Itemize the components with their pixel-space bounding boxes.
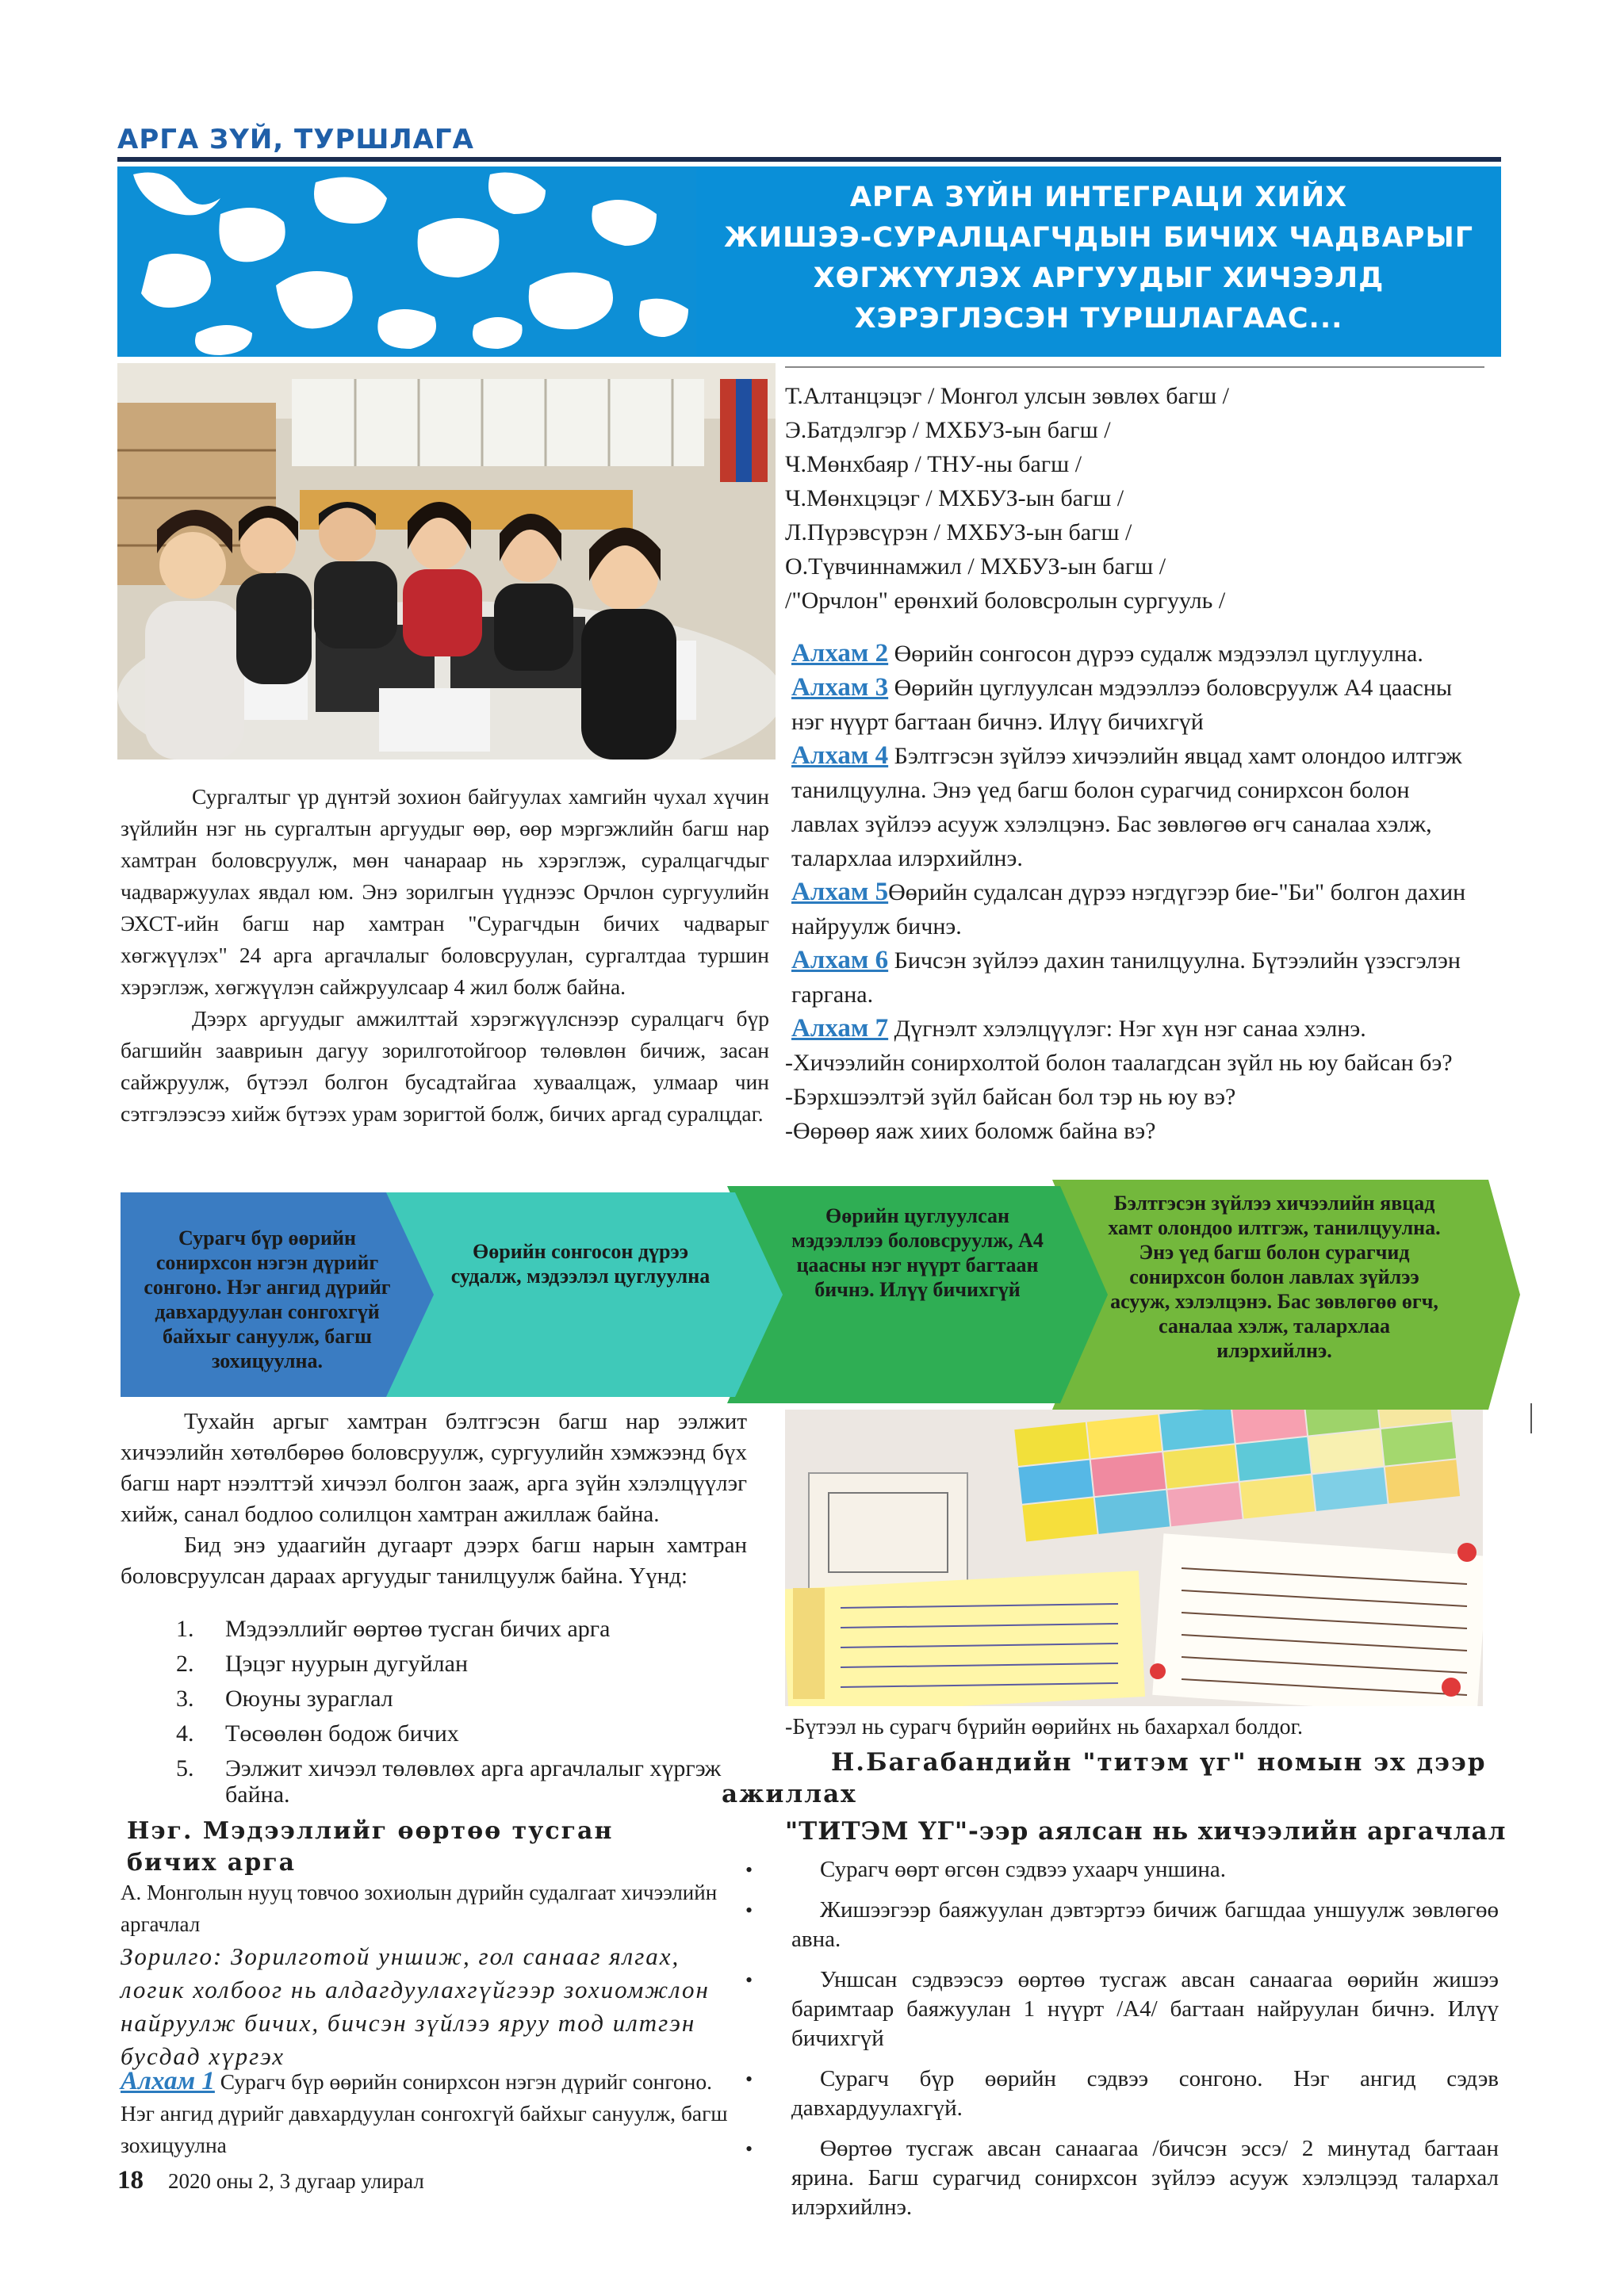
method-goal: Зорилго: Зорилготой уншиж, гол санааг ялгах, логик холбоог нь алдагдуулахгүйгээр зохиомжлон найруулж бичих, бичсэн зүйлээ яруу тод илтгэн бусдад хүргэх <box>121 1942 710 2070</box>
author-line: Ч.Мөнхбаяр / ТНУ-ны багш / <box>785 451 1082 477</box>
list-number: 4. <box>176 1720 194 1747</box>
title-line: АРГА ЗҮЙН ИНТЕГРАЦИ ХИЙХ <box>849 182 1348 213</box>
section-heading: Н.Багабандийн "титэм үг" номын эх дээр <box>831 1748 1487 1777</box>
process-step-4-text: Бэлтгэсэн зүйлээ хичээлийн явцад хамт олондоо илтгэж, танилцуулна. Энэ үед багш болон сурагчид сонирхсон болон лавлах зүйлээ асууж, хэлэлцэнэ. Бас зөвлөгөө өгч, саналаа хэлж, талархлаа илэрхийлнэ. <box>1108 1192 1441 1362</box>
list-text: Цэцэг нуурын дугуйлан <box>225 1651 469 1677</box>
list-item <box>176 1716 747 1751</box>
bullet-text: Сурагч бүр өөрийн сэдвээ сонгоно. Нэг ангид сэдэв давхардуулахгүй. <box>791 2066 1499 2121</box>
bullet-icon: • <box>745 2137 753 2160</box>
step-4 <box>785 739 1483 875</box>
step-7-link[interactable]: Алхам 7 <box>791 1014 889 1043</box>
step-1 <box>121 2065 747 2161</box>
list-item <box>176 1751 747 1808</box>
title-line: ЖИШЭЭ-СУРАЛЦАГЧДЫН БИЧИХ ЧАДВАРЫГ <box>723 222 1474 254</box>
method-list <box>176 1612 747 1808</box>
process-arrow-2 <box>378 1192 783 1397</box>
question-2: -Бэрхшээлтэй зүйл байсан бол тэр нь юу вэ? <box>785 1084 1236 1110</box>
step-5-text: Өөрийн судалсан дүрээ нэгдүгээр бие-"Би" болгон дахин найруулж бичнэ. <box>791 879 1466 939</box>
step-7 <box>785 1012 1483 1046</box>
bullet-icon: • <box>745 1899 753 1922</box>
title-banner <box>117 166 1501 357</box>
bullet-text: Уншсан сэдвээсээ өөртөө тусгаж авсан санаагаа өөрийн жишээ баримтаар баяжуулан 1 нүүрт /А4/ багтаан найруулан бичнэ. Илүү бичихгүй <box>791 1967 1499 2051</box>
method-subtitle: А. Монголын нууц товчоо зохиолын дүрийн судалгаат хичээлийн аргачлал <box>121 1881 718 1936</box>
intro-paragraph: Сургалтыг үр дүнтэй зохион байгуулах хамгийн чухал хүчин зүйлийн нэг нь сургалтын аргуудыг өөр, өөр мэргэжлийн багш нар хамтран боловсруулж, мөн чанараар нь хэрэглэж, суралцагчдыг чадваржуулах явдал юм. Энэ зорилгын үүднээс Орчлон сургуулийн ЭХСТ-ийн багш нар хамтран "Сурагчдын бичих чадварыг хөгжүүлэх" 24 арга аргачлалыг боловсруулан, сургалтдаа туршин хэрэглэж, хөгжүүлэн сайжруулсаар 4 жил болж байна. <box>121 784 769 999</box>
student-work-photo <box>785 1410 1483 1706</box>
header-rule <box>117 157 1501 162</box>
method-paragraph: Тухайн аргыг хамтран бэлтгэсэн багш нар ээлжит хичээлийн хөтөлбөрөө боловсруулж, сургуулийн хэмжээнд бүх багш нарт нээлттэй хичээл болгон зааж, арга зүйн хэлэлцүүлэг хийж, санал бодлоо солилцон хамтран ажиллаж байна. <box>121 1409 747 1527</box>
step-4-text: Бэлтгэсэн зүйлээ хичээлийн явцад хамт олондоо илтгэж танилцуулна. Энэ үед багш болон сурагчид сонирхсон болон лавлах зүйлээ асууж хэлэлцэнэ. Бас зөвлөгөө өгч саналаа хэлж, талархлаа илэрхийлнэ. <box>791 743 1462 871</box>
method-intro <box>121 1406 747 1592</box>
step-6-link[interactable]: Алхам 6 <box>791 946 889 974</box>
bullet-text: Жишээгээр баяжуулан дэвтэртээ бичиж багшдаа уншуулж зөвлөгөө авна. <box>791 1897 1499 1952</box>
step-6-text: Бичсэн зүйлээ дахин танилцуулна. Бүтээлийн үзэсгэлэн гаргана. <box>791 947 1461 1008</box>
author-line: Э.Батдэлгэр / МХБУЗ-ын багш / <box>785 417 1111 443</box>
team-photo <box>117 363 776 760</box>
step-6 <box>785 943 1483 1012</box>
section-subheading: "ТИТЭМ ҮГ"-ээр аялсан нь хичээлийн аргачлал <box>785 1817 1507 1846</box>
step-3-link[interactable]: Алхам 3 <box>791 673 889 702</box>
bullet-item <box>745 1855 1499 1885</box>
method-paragraph: Бид энэ удаагийн дугаарт дээрх багш нарын хамтран боловсруулсан дараах аргуудыг танилцуулж байна. Үүнд: <box>121 1533 747 1589</box>
bullet-icon: • <box>745 2068 753 2091</box>
author-list <box>785 379 1229 618</box>
step-1-link[interactable]: Алхам 1 <box>121 2067 215 2095</box>
margin-mark <box>1530 1403 1532 1433</box>
intro-paragraph: Дээрх аргуудыг амжилттай хэрэгжүүлснээр суралцагч бүр багшийн заавриын дагуу зорилготойгоор төлөвлөн бичиж, засан сайжруулж, бүтээл болгон бусадтайгаа хуваалцаж, улмаар чин сэтгэлээсээ хийж бүтээх урам зоригтой болж, бичих аргад суралцдаг. <box>121 1006 769 1126</box>
photo-caption: -Бүтээл нь сурагч бүрийн өөрийнх нь бахархал болдог. <box>785 1715 1303 1739</box>
process-diagram <box>121 1180 1520 1410</box>
issue-label: 2020 оны 2, 3 дугаар улирал <box>168 2169 424 2193</box>
bullet-list <box>745 1855 1499 2233</box>
authors-rule <box>785 366 1484 368</box>
page-number: 18 <box>117 2166 144 2195</box>
author-line: Ч.Мөнхцэцэг / МХБУЗ-ын багш / <box>785 485 1124 511</box>
step-3 <box>785 671 1483 739</box>
author-line: Т.Алтанцэцэг / Монгол улсын зөвлөх багш / <box>785 383 1230 409</box>
list-number: 1. <box>176 1616 194 1642</box>
list-item <box>176 1682 747 1716</box>
method-heading: Нэг. Мэдээллийг өөртөө тусган бичих арга <box>127 1817 614 1877</box>
list-text: Төсөөлөн бодож бичих <box>225 1720 459 1747</box>
question-3: -Өөрөөр яаж хиих боломж байна вэ? <box>785 1118 1156 1144</box>
step-3-text: Өөрийн цуглуулсан мэдээллээ боловсруулж А4 цаасны нэг нүүрт багтаан бичнэ. Илүү бичихгүй <box>791 675 1453 735</box>
step-2-link[interactable]: Алхам 2 <box>791 639 889 668</box>
step-4-link[interactable]: Алхам 4 <box>791 741 889 770</box>
bullet-icon: • <box>745 1858 753 1881</box>
question-1: -Хичээлийн сонирхолтой болон таалагдсан зүйл нь юу байсан бэ? <box>785 1050 1453 1076</box>
list-text: Оюуны зураглал <box>225 1686 393 1712</box>
step-5-link[interactable]: Алхам 5 <box>791 878 889 906</box>
title-line: ХЭРЭГЛЭСЭН ТУРШЛАГААС... <box>854 303 1343 335</box>
title-line: ХӨГЖҮҮЛЭХ АРГУУДЫГ ХИЧЭЭЛД <box>813 262 1385 294</box>
list-number: 5. <box>176 1755 194 1781</box>
bullet-item <box>745 1965 1499 2053</box>
bullet-item <box>745 2134 1499 2222</box>
author-line: /"Орчлон" ерөнхий боловсролын сургууль / <box>785 587 1226 614</box>
section-heading: ажиллах <box>722 1780 857 1808</box>
process-step-1-text: Сурагч бүр өөрийн сонирхсон нэгэн дүрийг сонгоно. Нэг ангид дүрийг давхардуулан сонгохгүй байхыг сануулж, багш зохицуулна. <box>144 1226 391 1372</box>
list-text: Ээлжит хичээл төлөвлөх арга аргачлалыг хүргэж байна. <box>225 1755 722 1808</box>
bullet-text: Сурагч өөрт өгсөн сэдвээ ухаарч уншина. <box>820 1857 1227 1882</box>
bullet-item <box>745 2064 1499 2123</box>
list-text: Мэдээллийг өөртөө тусган бичих арга <box>225 1616 611 1642</box>
step-1-text: Сурагч бүр өөрийн сонирхсон нэгэн дүрийг сонгоно. Нэг ангид дүрийг давхардуулан сонгохгүй байхыг сануулж, багш зохицуулна <box>121 2069 728 2157</box>
step-2 <box>785 637 1483 671</box>
steps-block <box>785 637 1483 1148</box>
step-5 <box>785 875 1483 943</box>
process-step-2-text: Өөрийн сонгосон дүрээ судалж, мэдээлэл цуглуулна <box>450 1240 710 1288</box>
section-label: АРГА ЗҮЙ, ТУРШЛАГА <box>117 124 474 155</box>
bullet-icon: • <box>745 1969 753 1992</box>
list-number: 3. <box>176 1686 194 1712</box>
intro-text <box>121 781 769 1130</box>
step-7-text: Дүгнэлт хэлэлцүүлэг: Нэг хүн нэг санаа хэлнэ. <box>888 1016 1366 1042</box>
list-item <box>176 1612 747 1647</box>
bullet-item <box>745 1896 1499 1954</box>
author-line: О.Түвчиннамжил / МХБУЗ-ын багш / <box>785 553 1166 580</box>
list-item <box>176 1647 747 1682</box>
bullet-text: Өөртөө тусгаж авсан санаагаа /бичсэн эссэ/ 2 минутад багтаан ярина. Багш сурагчид сонирхсон зүйлээ асууж хэлэлцээд талархал илэрхийлнэ. <box>791 2136 1499 2220</box>
step-2-text: Өөрийн сонгосон дүрээ судалж мэдээлэл цуглуулна. <box>888 641 1423 667</box>
list-number: 2. <box>176 1651 194 1677</box>
article-title <box>696 178 1501 339</box>
process-step-3-text: Өөрийн цуглуулсан мэдээллээ боловсруулж, А4 цаасны нэг нүүрт багтаан бичнэ. Илүү бичихгүй <box>791 1204 1044 1301</box>
author-line: Л.Пүрэвсүрэн / МХБУЗ-ын багш / <box>785 519 1132 545</box>
